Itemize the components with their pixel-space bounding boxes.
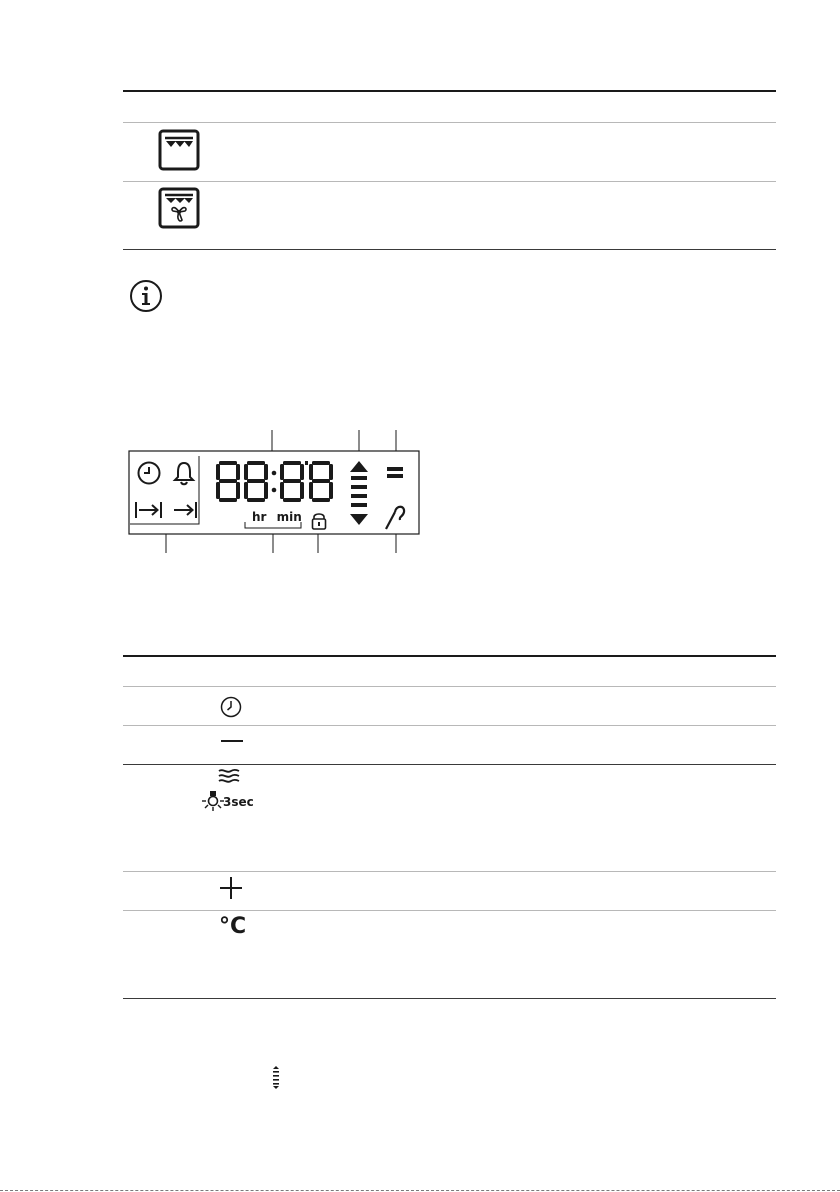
table-divider <box>123 686 776 687</box>
table-bottom-border <box>123 998 776 999</box>
heat-up-arrow-up-icon <box>350 461 368 472</box>
table-divider <box>123 764 776 765</box>
table-divider <box>123 122 776 123</box>
table-divider <box>123 871 776 872</box>
table-top-border <box>123 90 776 92</box>
end-time-icon <box>171 500 199 520</box>
duration-icon <box>134 500 164 520</box>
hr-min-units-label: hr min <box>252 510 302 524</box>
plus-button-icon <box>220 877 242 899</box>
table-top-border <box>123 655 776 657</box>
clock-button-icon <box>219 695 243 719</box>
table-divider <box>123 910 776 911</box>
table-divider <box>123 181 776 182</box>
top-heat-oven-icon <box>158 129 200 171</box>
info-icon <box>129 279 163 313</box>
page-cut-line <box>0 1190 840 1191</box>
clock-icon <box>136 460 162 486</box>
three-seconds-label: 3sec <box>223 795 254 809</box>
meat-probe-icon <box>383 503 409 531</box>
child-lock-icon <box>311 512 327 530</box>
fan-heat-oven-icon <box>158 187 200 229</box>
clock-display-digits <box>216 461 334 503</box>
heat-up-bars-icon <box>351 476 367 508</box>
table-bottom-border <box>123 249 776 250</box>
minus-button-icon <box>221 738 243 744</box>
display-panel <box>124 430 424 558</box>
bell-icon <box>171 459 197 487</box>
heat-up-arrow-down-icon <box>350 514 368 525</box>
equals-icon <box>387 467 403 479</box>
light-bulb-icon <box>201 791 225 813</box>
heat-light-icon <box>218 768 240 784</box>
table-divider <box>123 725 776 726</box>
celsius-button-icon: °C <box>219 914 247 939</box>
heat-up-indicator-icon <box>272 1066 280 1090</box>
